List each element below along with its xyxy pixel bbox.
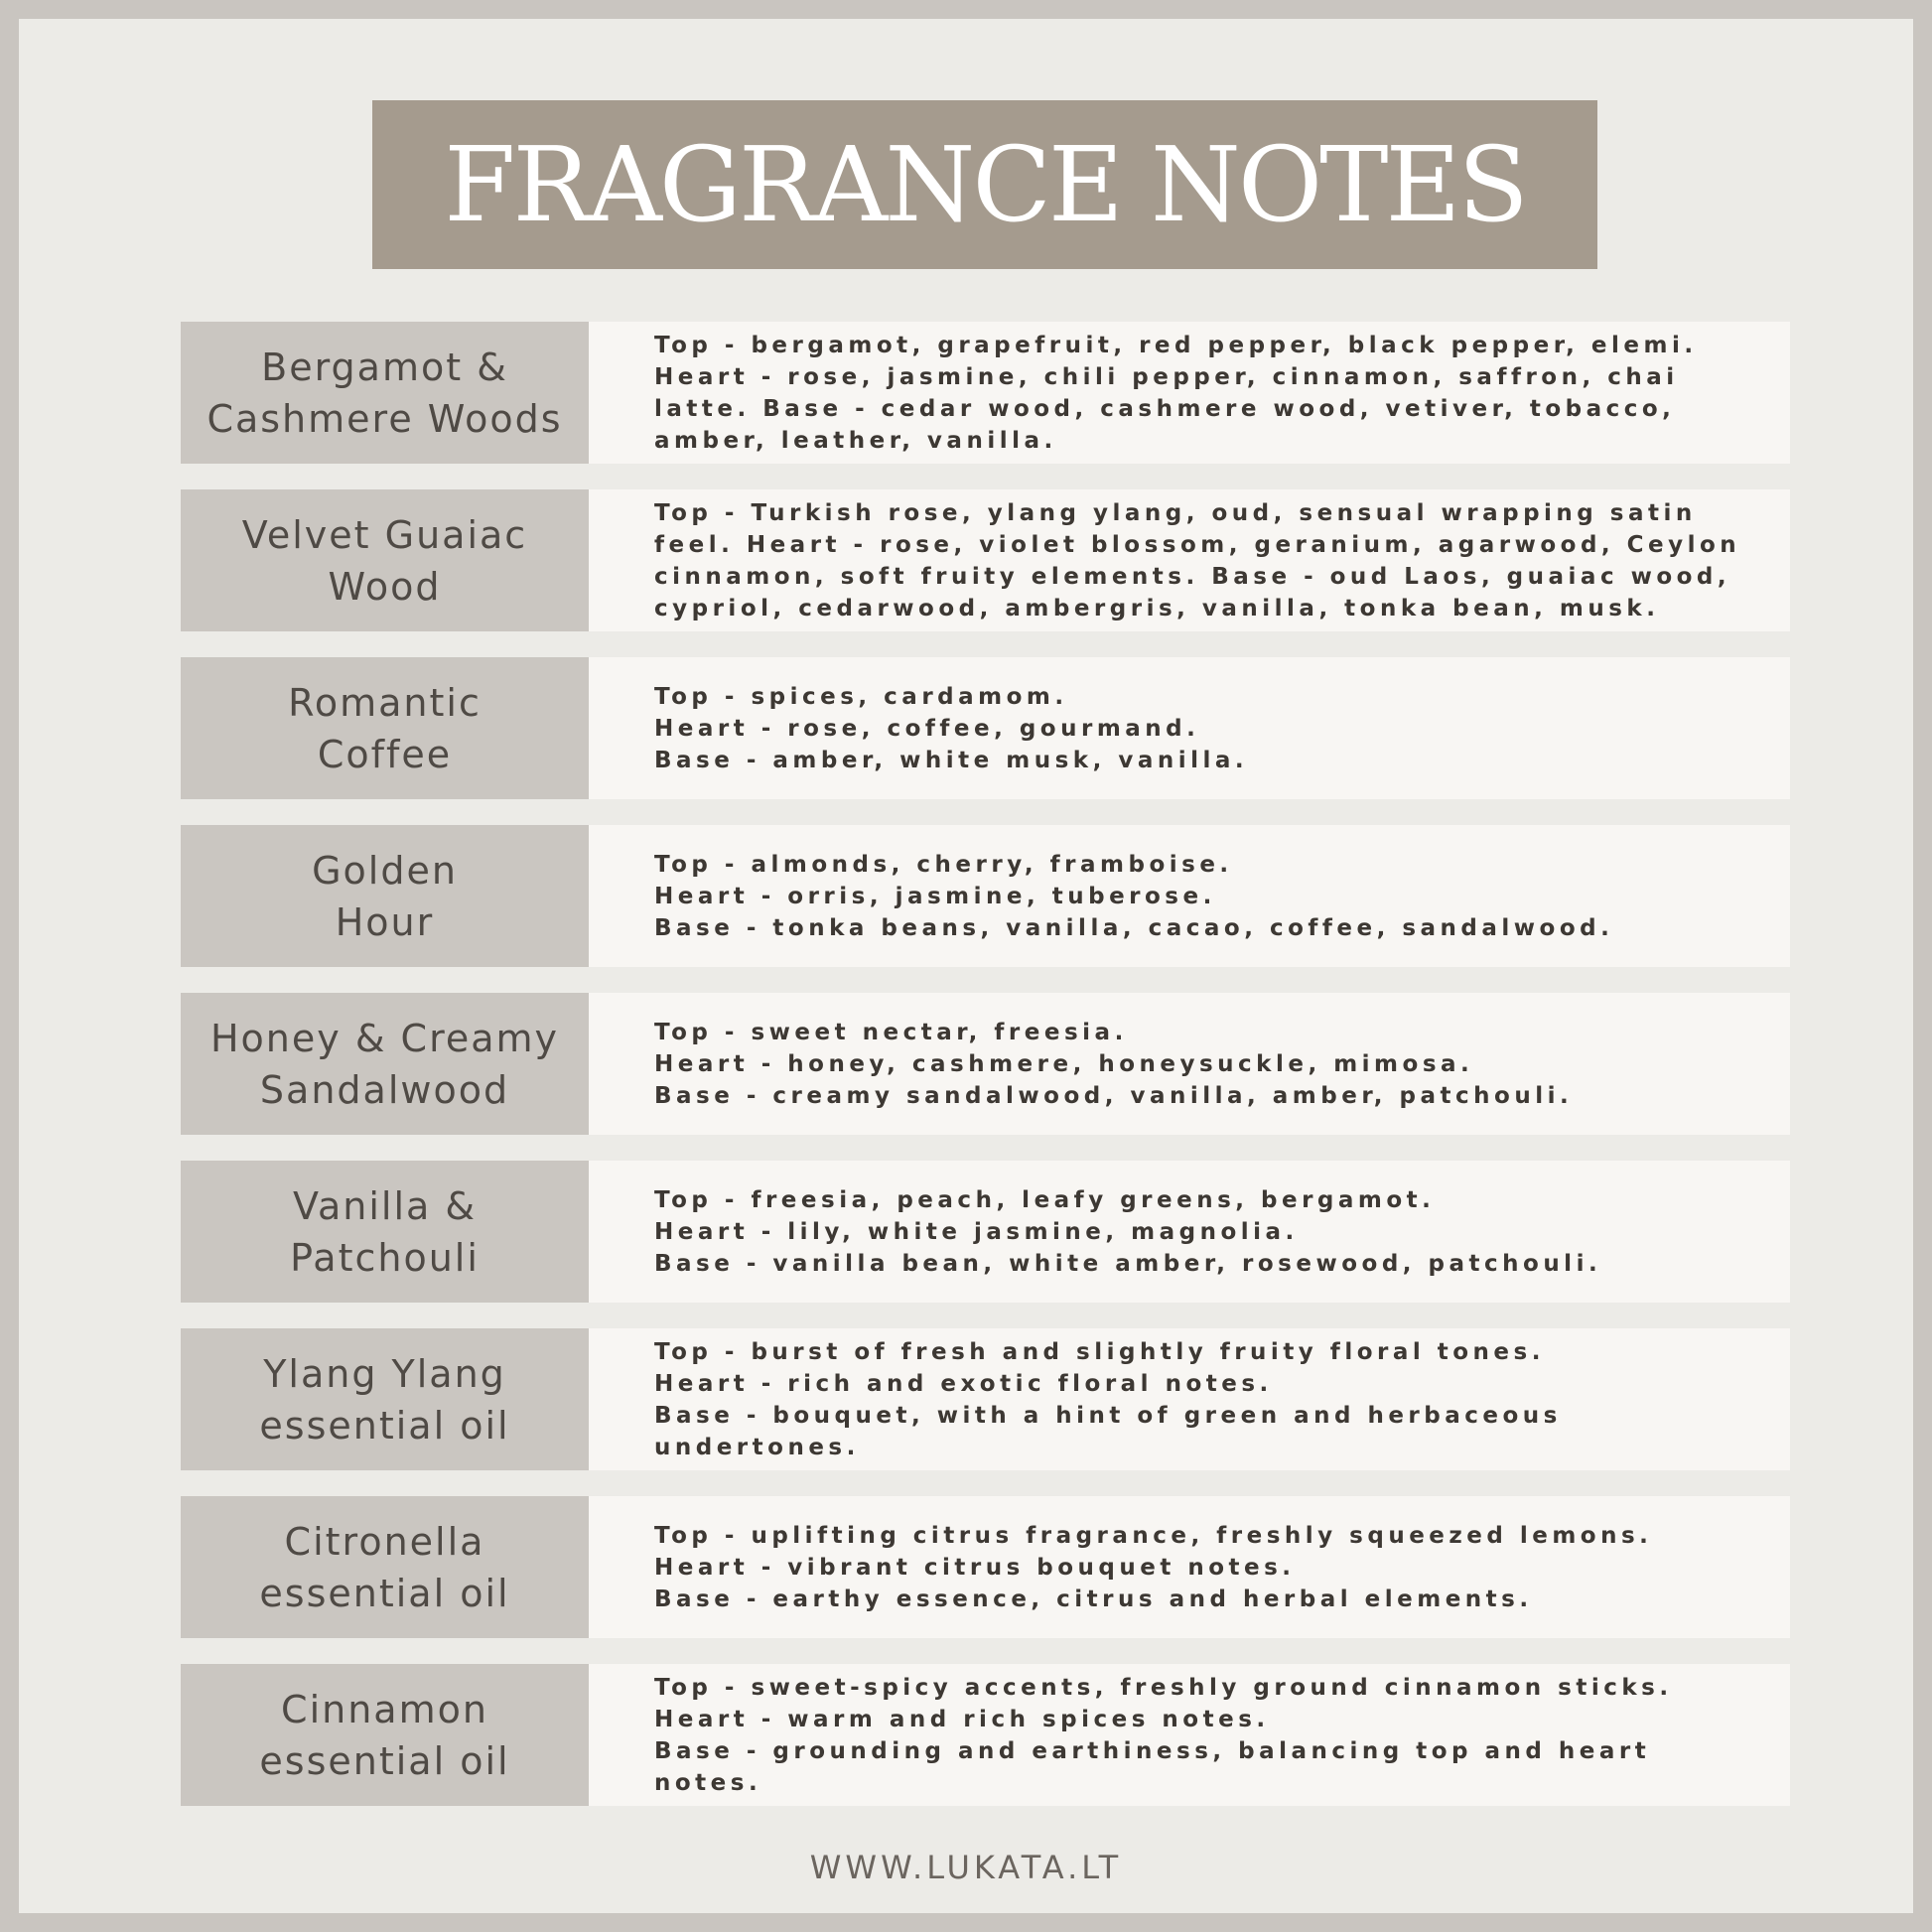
notes-line: undertones. — [654, 1434, 860, 1460]
fragrance-notes — [589, 322, 1790, 464]
notes-line: feel. Heart - rose, violet blossom, geranium, agarwood, Ceylon — [654, 531, 1741, 558]
notes-line: Top - uplifting citrus fragrance, freshly squeezed lemons. — [654, 1522, 1653, 1549]
notes-line: Top - Turkish rose, ylang ylang, oud, sensual wrapping satin — [654, 499, 1697, 526]
notes-line: amber, leather, vanilla. — [654, 427, 1057, 454]
notes-line: Base - bouquet, with a hint of green and herbaceous — [654, 1402, 1562, 1429]
notes-line: Top - almonds, cherry, framboise. — [654, 851, 1233, 878]
page-title: FRAGRANCE NOTES — [444, 124, 1526, 245]
notes-line: Heart - rose, jasmine, chili pepper, cinnamon, saffron, chai — [654, 363, 1679, 390]
notes-line: Heart - honey, cashmere, honeysuckle, mimosa. — [654, 1050, 1474, 1077]
fragrance-row — [181, 1161, 1790, 1303]
notes-line: Heart - orris, jasmine, tuberose. — [654, 883, 1216, 909]
fragrance-list — [181, 322, 1790, 1832]
fragrance-row — [181, 1496, 1790, 1638]
fragrance-row — [181, 825, 1790, 967]
notes-line: Top - spices, cardamom. — [654, 683, 1068, 710]
fragrance-notes — [589, 993, 1790, 1135]
fragrance-notes — [589, 1496, 1790, 1638]
fragrance-row — [181, 322, 1790, 464]
notes-line: Base - creamy sandalwood, vanilla, amber, patchouli. — [654, 1082, 1574, 1109]
fragrance-name: Vanilla & Patchouli — [181, 1161, 589, 1303]
fragrance-notes — [589, 1328, 1790, 1470]
notes-line: Base - grounding and earthiness, balancing top and heart — [654, 1737, 1651, 1764]
notes-line: Heart - rose, coffee, gourmand. — [654, 715, 1200, 742]
fragrance-name: Bergamot & Cashmere Woods — [181, 322, 589, 464]
fragrance-name: Cinnamon essential oil — [181, 1664, 589, 1806]
fragrance-name: Citronella essential oil — [181, 1496, 589, 1638]
fragrance-name: Honey & Creamy Sandalwood — [181, 993, 589, 1135]
notes-line: notes. — [654, 1769, 762, 1796]
fragrance-notes — [589, 1664, 1790, 1806]
fragrance-name: Ylang Ylang essential oil — [181, 1328, 589, 1470]
fragrance-name: Golden Hour — [181, 825, 589, 967]
notes-line: Top - bergamot, grapefruit, red pepper, black pepper, elemi. — [654, 332, 1698, 358]
fragrance-row — [181, 1328, 1790, 1470]
notes-line: Heart - vibrant citrus bouquet notes. — [654, 1554, 1296, 1581]
fragrance-name: Velvet Guaiac Wood — [181, 489, 589, 631]
notes-line: Top - freesia, peach, leafy greens, bergamot. — [654, 1186, 1436, 1213]
fragrance-notes — [589, 825, 1790, 967]
notes-line: Top - sweet-spicy accents, freshly ground cinnamon sticks. — [654, 1674, 1673, 1701]
notes-line: Heart - lily, white jasmine, magnolia. — [654, 1218, 1299, 1245]
notes-line: cinnamon, soft fruity elements. Base - oud Laos, guaiac wood, — [654, 563, 1731, 590]
fragrance-row — [181, 489, 1790, 631]
fragrance-row — [181, 657, 1790, 799]
fragrance-notes — [589, 1161, 1790, 1303]
notes-line: Heart - rich and exotic floral notes. — [654, 1370, 1273, 1397]
website-footer[interactable]: WWW.LUKATA.LT — [809, 1849, 1123, 1886]
notes-line: Base - vanilla bean, white amber, rosewood, patchouli. — [654, 1250, 1602, 1277]
notes-line: Base - earthy essence, citrus and herbal elements. — [654, 1586, 1533, 1612]
fragrance-notes — [589, 657, 1790, 799]
fragrance-name: Romantic Coffee — [181, 657, 589, 799]
notes-line: cypriol, cedarwood, ambergris, vanilla, tonka bean, musk. — [654, 595, 1660, 621]
notes-line: latte. Base - cedar wood, cashmere wood, vetiver, tobacco, — [654, 395, 1676, 422]
title-banner — [372, 100, 1597, 269]
notes-line: Base - tonka beans, vanilla, cacao, coffee, sandalwood. — [654, 914, 1614, 941]
notes-line: Base - amber, white musk, vanilla. — [654, 747, 1249, 773]
fragrance-row — [181, 1664, 1790, 1806]
fragrance-notes — [589, 489, 1790, 631]
page-frame — [19, 19, 1913, 1913]
notes-line: Heart - warm and rich spices notes. — [654, 1706, 1270, 1732]
notes-line: Top - sweet nectar, freesia. — [654, 1019, 1128, 1045]
fragrance-row — [181, 993, 1790, 1135]
notes-line: Top - burst of fresh and slightly fruity floral tones. — [654, 1338, 1545, 1365]
